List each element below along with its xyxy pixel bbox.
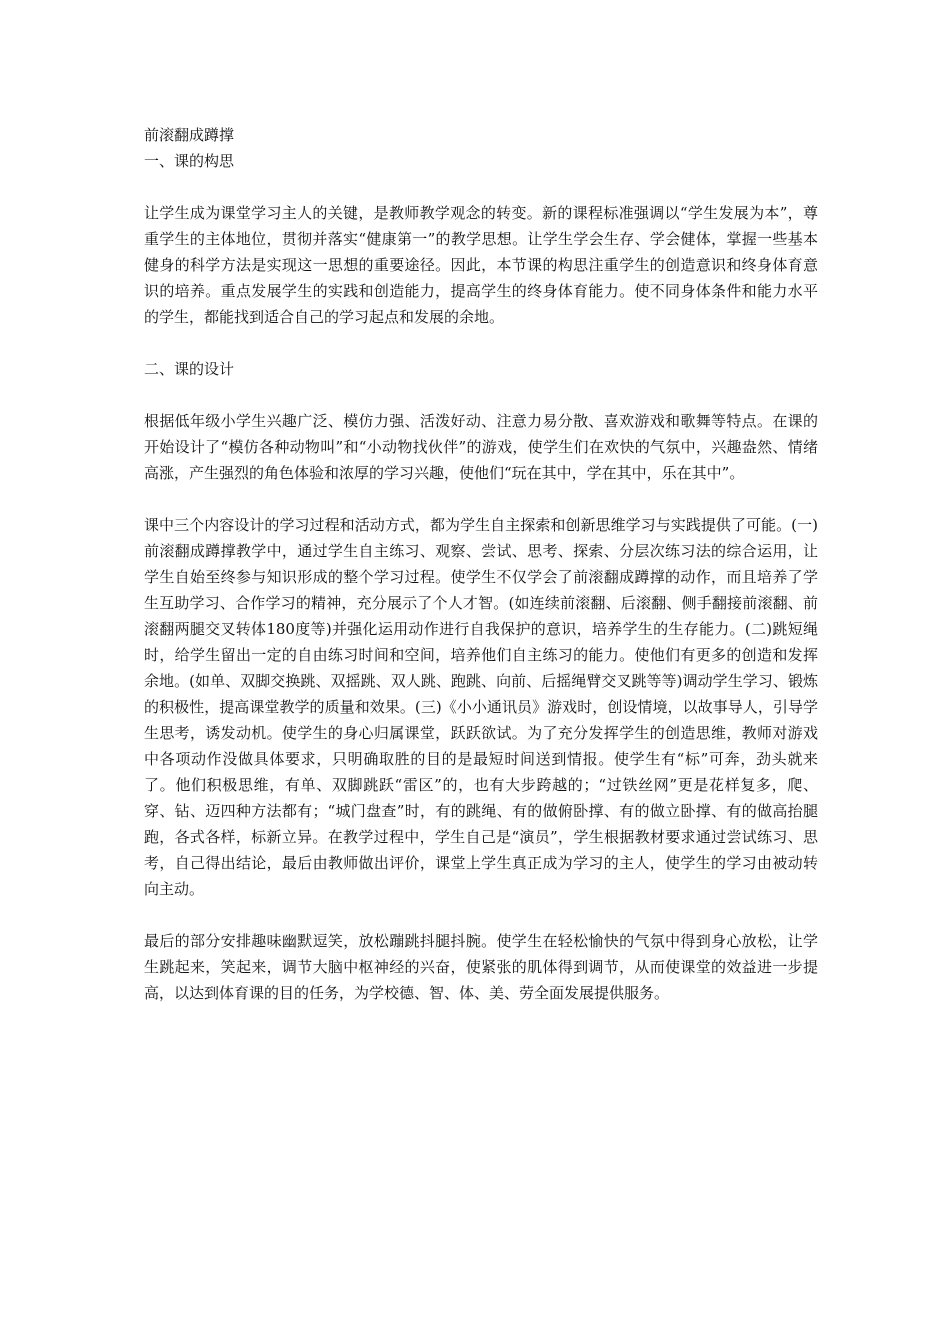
paragraph-spacer <box>144 486 818 512</box>
paragraph-spacer <box>144 382 818 408</box>
section-heading-design: 二、课的设计 <box>144 360 235 378</box>
concept-paragraph: 让学生成为课堂学习主人的关键，是教师教学观念的转变。新的课程标准强调以“学生发展为本”，尊重学生的主体地位，贯彻并落实“健康第一”的教学思想。让学生学会生存、学会健体，掌握一些基本健身的科学方法是实现这一思想的重要途径。因此，本节课的构思注重学生的创造意识和终身体育意识的培养。重点发展学生的实践和创造能力，提高学生的终身体育能力。使不同身体条件和能力水平的学生，都能找到适合自己的学习起点和发展的余地。 <box>144 204 818 326</box>
design-paragraph-ending: 最后的部分安排趣味幽默逗笑，放松蹦跳抖腿抖腕。使学生在轻松愉快的气氛中得到身心放松，让学生跳起来，笑起来，调节大脑中枢神经的兴奋，使紧张的肌体得到调节，从而使课堂的效益进一步提高，以达到体育课的目的任务，为学校德、智、体、美、劳全面发展提供服务。 <box>144 932 818 1002</box>
document-title: 前滚翻成蹲撑 <box>144 126 235 144</box>
section-heading-concept: 一、课的构思 <box>144 152 235 170</box>
paragraph-spacer <box>144 902 818 928</box>
paragraph-spacer <box>144 174 818 200</box>
paragraph-spacer <box>144 330 818 356</box>
design-paragraph-main: 课中三个内容设计的学习过程和活动方式，都为学生自主探索和创新思维学习与实践提供了可能。(一)前滚翻成蹲撑教学中，通过学生自主练习、观察、尝试、思考、探索、分层次练习法的综合运用，让学生自始至终参与知识形成的整个学习过程。使学生不仅学会了前滚翻成蹲撑的动作，而且培养了学生互助学习、合作学习的精神，充分展示了个人才智。(如连续前滚翻、后滚翻、侧手翻接前滚翻、前滚翻两腿交叉转体180度等)并强化运用动作进行自我保护的意识，培养学生的生存能力。(二)跳短绳时，给学生留出一定的自由练习时间和空间，培养他们自主练习的能力。使他们有更多的创造和发挥余地。(如单、双脚交换跳、双摇跳、双人跳、跑跳、向前、后摇绳臂交叉跳等等)调动学生学习、锻炼的积极性，提高课堂教学的质量和效果。(三)《小小通讯员》游戏时，创设情境，以故事导人，引导学生思考，诱发动机。使学生的身心归属课堂，跃跃欲试。为了充分发挥学生的创造思维，教师对游戏中各项动作没做具体要求，只明确取胜的目的是最短时间送到情报。使学生有“标”可奔，劲头就来了。他们积极思维，有单、双脚跳跃“雷区”的，也有大步跨越的；“过铁丝网”更是花样复多，爬、穿、钻、迈四种方法都有；“城门盘查”时，有的跳绳、有的做俯卧撑、有的做立卧撑、有的做高抬腿跑，各式各样，标新立异。在教学过程中，学生自己是“演员”，学生根据教材要求通过尝试练习、思考，自己得出结论，最后由教师做出评价，课堂上学生真正成为学习的主人，使学生的学习由被动转向主动。 <box>144 516 818 898</box>
document-body <box>144 122 818 1006</box>
design-paragraph-opening: 根据低年级小学生兴趣广泛、模仿力强、活泼好动、注意力易分散、喜欢游戏和歌舞等特点。在课的开始设计了“模仿各种动物叫”和“小动物找伙伴”的游戏，使学生们在欢快的气氛中，兴趣盎然、情绪高涨，产生强烈的角色体验和浓厚的学习兴趣，使他们“玩在其中，学在其中，乐在其中”。 <box>144 412 818 482</box>
